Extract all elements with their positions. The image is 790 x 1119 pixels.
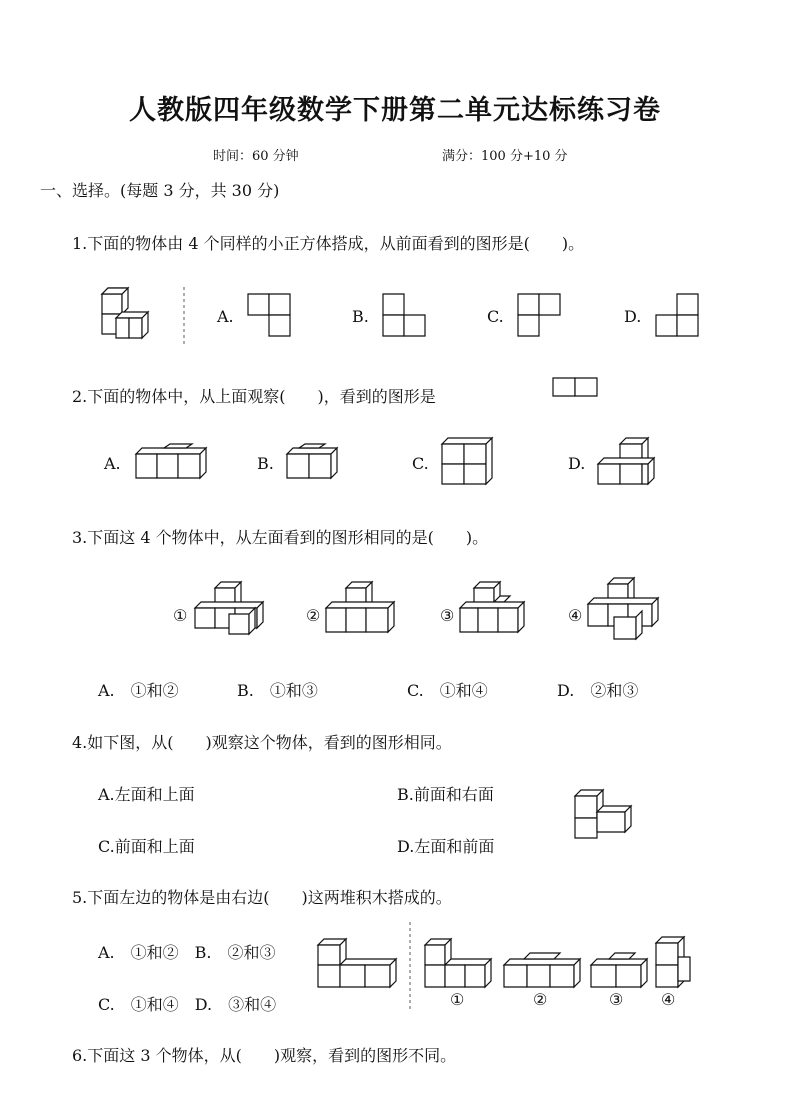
q1-option-b-shape xyxy=(383,294,427,338)
q5-pile-4-label: ④ xyxy=(661,990,676,1009)
question-4-text: 4.如下图，从( )观察这个物体，看到的图形相同。 xyxy=(72,733,452,752)
q3-figure-4-label: ④ xyxy=(568,606,583,625)
q3-figure-3-label: ③ xyxy=(440,606,455,625)
q1-divider xyxy=(182,287,186,347)
q5-pile-4 xyxy=(654,935,696,991)
q1-option-c-label: C. xyxy=(487,307,504,326)
q5-pile-3 xyxy=(589,951,651,991)
q3-option-b: B. ①和③ xyxy=(237,681,318,700)
q3-figure-1 xyxy=(193,581,269,639)
q5-divider xyxy=(408,922,412,1010)
q5-pile-2 xyxy=(502,951,584,991)
time-limit: 时间：60 分钟 xyxy=(213,149,299,164)
q2-option-a-figure xyxy=(134,442,210,482)
q2-option-a-label: A. xyxy=(104,454,121,473)
q3-option-d: D. ②和③ xyxy=(557,681,639,700)
q5-pile-3-label: ③ xyxy=(609,990,624,1009)
q2-target-shape xyxy=(553,376,599,400)
q3-option-a: A. ①和② xyxy=(98,681,179,700)
q3-figure-2-label: ② xyxy=(306,606,321,625)
q5-pile-1 xyxy=(423,937,495,991)
q1-option-a-shape xyxy=(248,294,292,338)
q1-option-d-label: D. xyxy=(624,307,642,326)
q4-option-b: B.前面和右面 xyxy=(397,785,494,804)
q2-option-d-label: D. xyxy=(568,454,586,473)
section-heading: 一、选择。(每题 3 分，共 30 分) xyxy=(40,181,280,200)
q4-object-figure xyxy=(573,788,639,842)
q5-pile-1-label: ① xyxy=(450,990,465,1009)
q1-option-d-shape xyxy=(656,294,700,338)
q3-figure-2 xyxy=(324,581,400,639)
q3-option-c: C. ①和④ xyxy=(407,681,488,700)
q2-option-c-label: C. xyxy=(412,454,429,473)
q4-option-d: D.左面和前面 xyxy=(397,837,495,856)
q5-options-row-2: C. ①和④ D. ③和④ xyxy=(98,995,277,1014)
question-1-text: 1.下面的物体由 4 个同样的小正方体搭成，从前面看到的图形是( )。 xyxy=(72,234,585,253)
q3-figure-4 xyxy=(586,577,664,643)
q4-option-c: C.前面和上面 xyxy=(98,837,195,856)
q2-option-b-figure xyxy=(285,442,341,482)
q5-object-figure xyxy=(316,937,400,991)
q5-options-row-1: A. ①和② B. ②和③ xyxy=(98,943,276,962)
question-6-text: 6.下面这 3 个物体，从( )观察，看到的图形不同。 xyxy=(72,1046,457,1065)
q1-option-c-shape xyxy=(518,294,562,338)
q3-figure-1-label: ① xyxy=(173,606,188,625)
question-5-text: 5.下面左边的物体是由右边( )这两堆积木搭成的。 xyxy=(72,888,452,907)
question-3-text: 3.下面这 4 个物体中，从左面看到的图形相同的是( )。 xyxy=(72,528,489,547)
q5-pile-2-label: ② xyxy=(533,990,548,1009)
q2-option-b-label: B. xyxy=(257,454,274,473)
q1-option-a-label: A. xyxy=(217,307,234,326)
q4-option-a: A.左面和上面 xyxy=(98,785,195,804)
q3-figure-3 xyxy=(458,581,528,639)
page-title: 人教版四年级数学下册第二单元达标练习卷 xyxy=(129,95,661,126)
q2-option-d-figure xyxy=(596,436,660,488)
question-2-text: 2.下面的物体中，从上面观察( )，看到的图形是 xyxy=(72,387,436,406)
q1-object-figure xyxy=(98,286,158,346)
q1-option-b-label: B. xyxy=(352,307,369,326)
q2-option-c-figure xyxy=(440,436,496,488)
total-score: 满分：100 分+10 分 xyxy=(442,149,568,164)
